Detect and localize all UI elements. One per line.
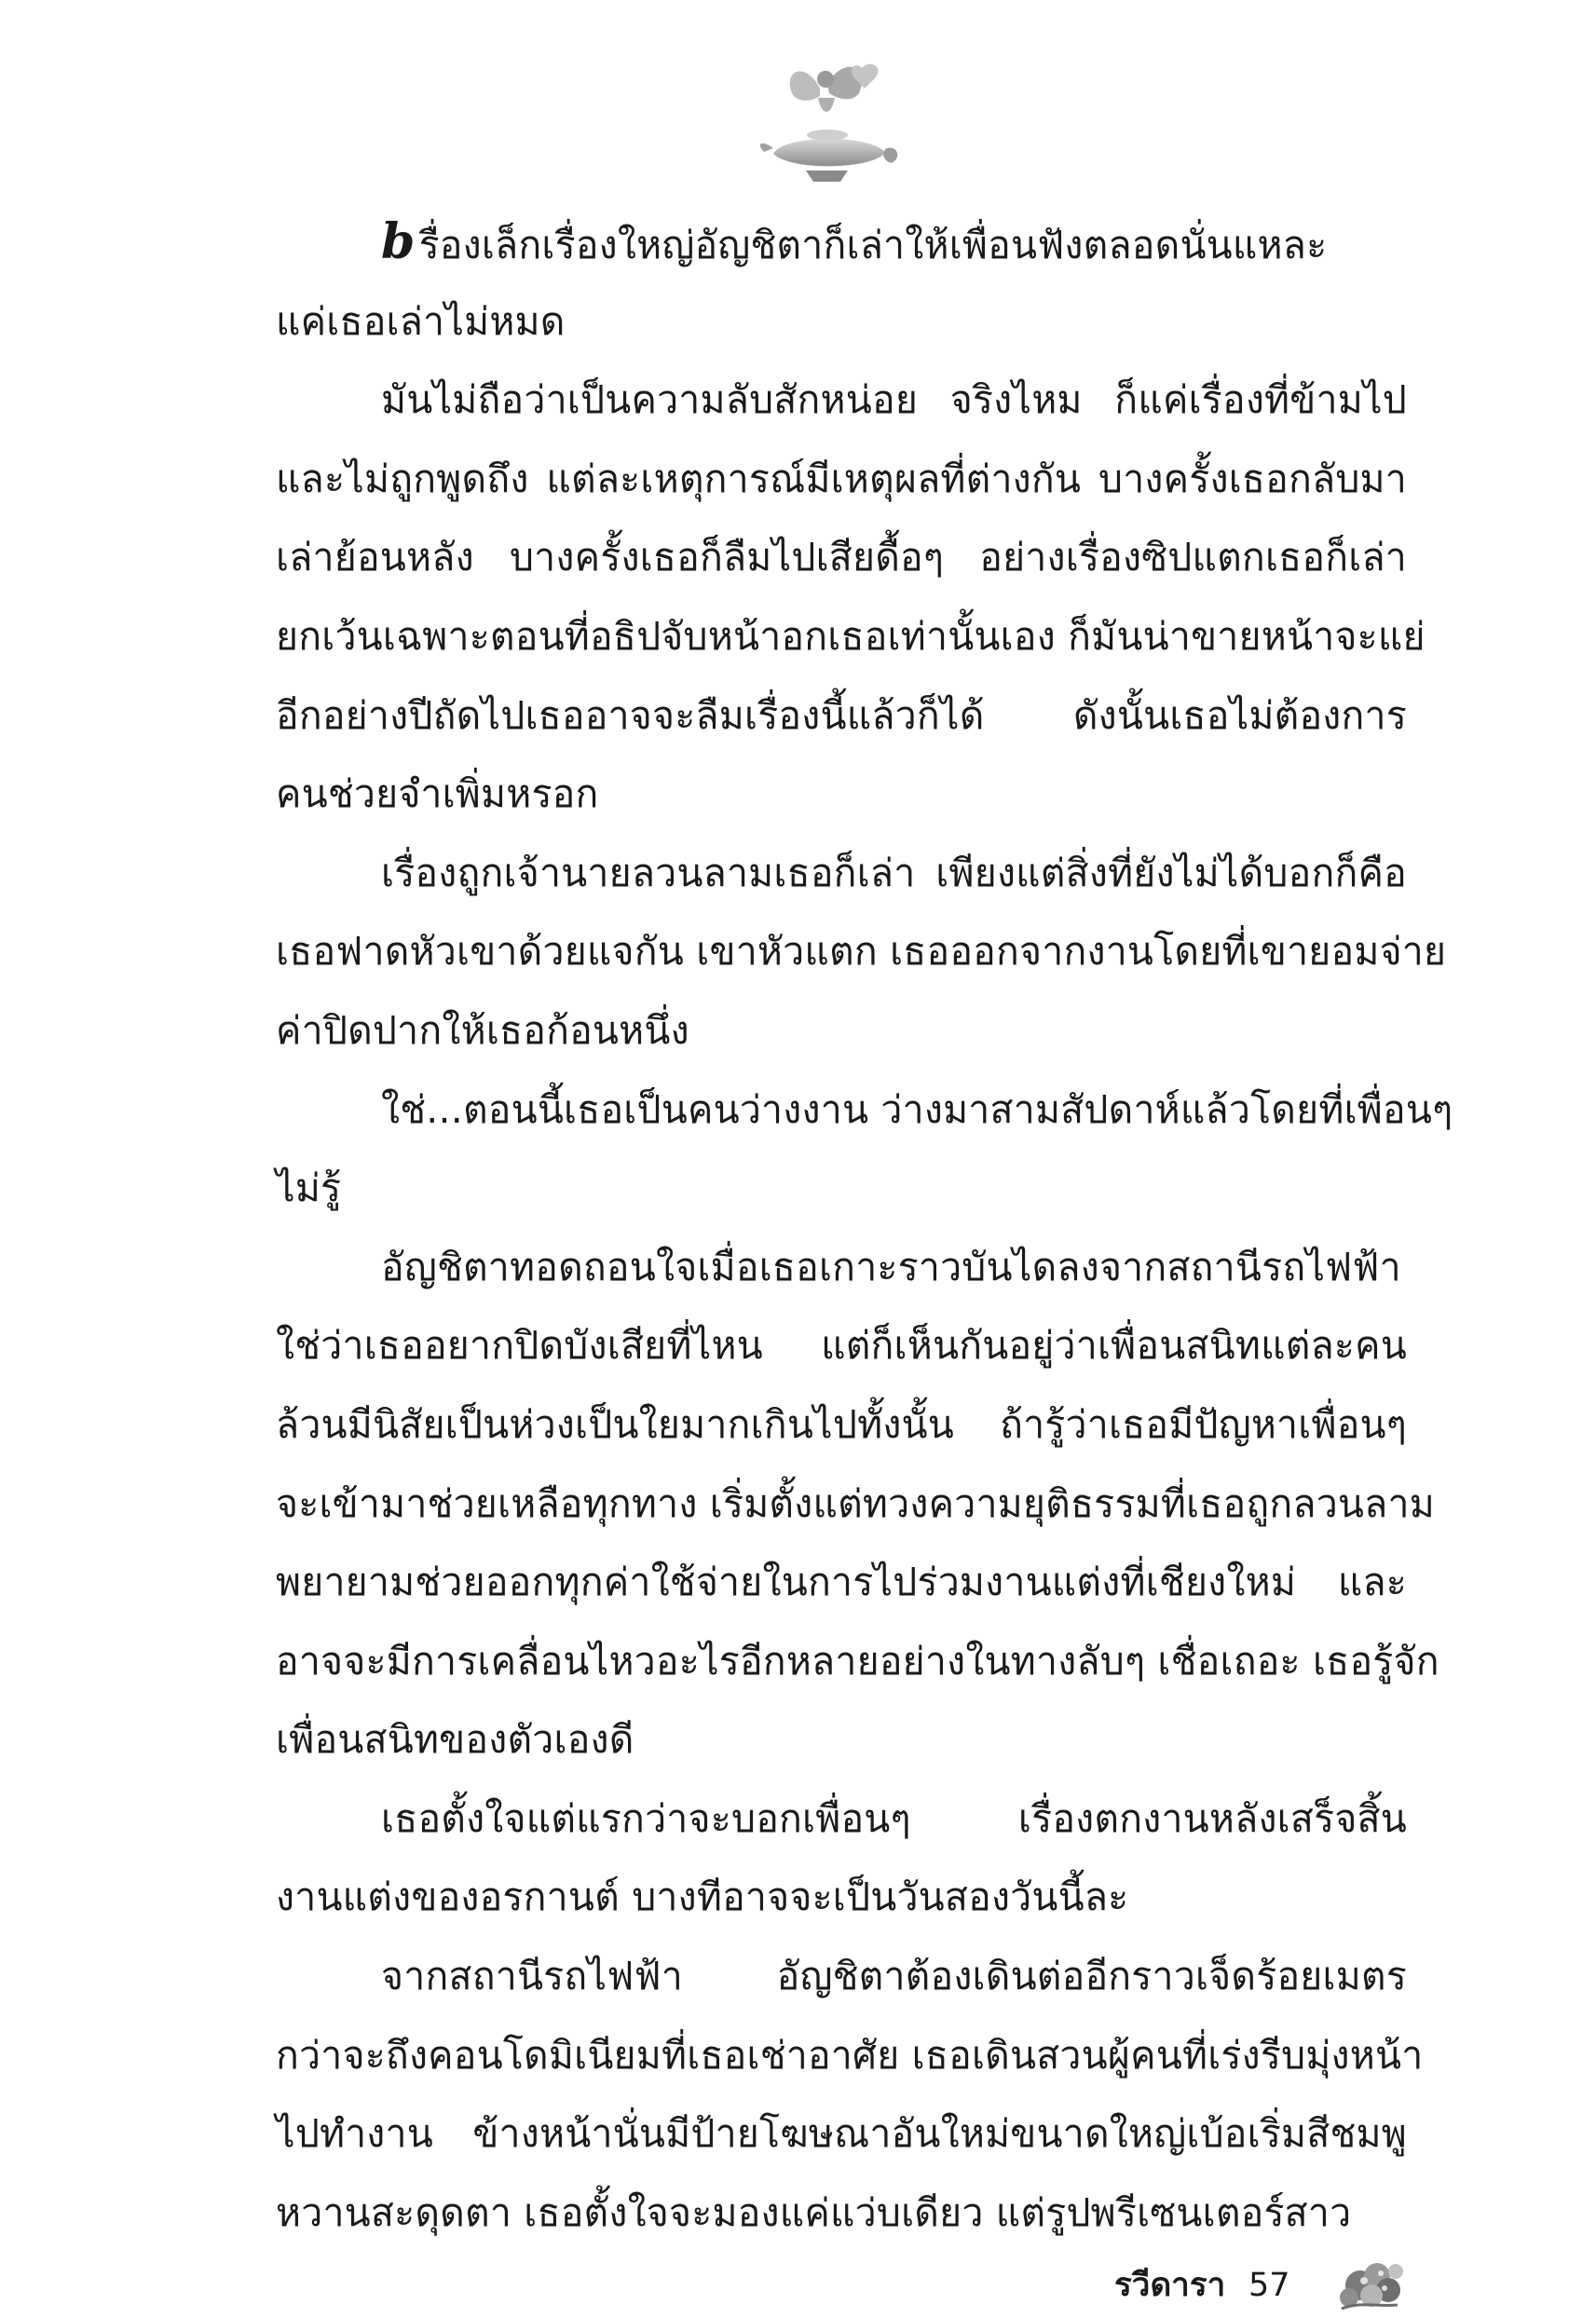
line-text: เล่าย้อนหลัง บางครั้งเธอก็ลืมไปเสียดื้อๆ อย่างเรื่องซิปแตกเธอก็เล่า xyxy=(276,535,1407,580)
line-text: พยายามช่วยออกทุกค่าใช้จ่ายในการไปร่วมงานแต่งที่เชียงใหม่ และ xyxy=(276,1560,1407,1605)
text-line xyxy=(276,203,1407,282)
text-line xyxy=(276,282,1407,361)
text-line xyxy=(276,1465,1435,1544)
flower-bouquet-icon xyxy=(1323,2243,1416,2318)
text-line xyxy=(276,1937,1407,2016)
text-line xyxy=(276,2016,1424,2095)
book-title: รวีดารา xyxy=(1114,2267,1226,2304)
line-text: มันไม่ถือว่าเป็นความลับสักหน่อย จริงไหม ก็แค่เรื่องที่ข้ามไป xyxy=(381,377,1407,423)
text-line xyxy=(276,1306,1407,1385)
line-text: งานแต่งของอรกานต์ บางทีอาจจะเป็นวันสองวันนี้ละ xyxy=(276,1875,1129,1920)
page-number: 57 xyxy=(1248,2267,1290,2304)
line-text: เรื่องถูกเจ้านายลวนลามเธอก็เล่า เพียงแต่สิ่งที่ยังไม่ได้บอกก็คือ xyxy=(381,850,1407,895)
text-line xyxy=(276,991,1407,1070)
text-line xyxy=(276,440,1407,519)
line-text: ค่าปิดปากให้เธอก้อนหนึ่ง xyxy=(276,1007,689,1053)
text-line xyxy=(276,2174,1407,2253)
text-line xyxy=(276,1858,1407,1937)
text-line xyxy=(276,834,1407,913)
line-text: ไม่รู้ xyxy=(276,1166,342,1211)
line-text: จากสถานีรถไฟฟ้า อัญชิตาต้องเดินต่ออีกราวเจ็ดร้อยเมตร xyxy=(381,1954,1407,1999)
line-text: จะเข้ามาช่วยเหลือทุกทาง เริ่มตั้งแต่ทวงความยุติธรรมที่เธอถูกลวนลาม xyxy=(276,1480,1435,1526)
text-line xyxy=(276,518,1407,597)
line-text: ยกเว้นเฉพาะตอนที่อธิปจับหน้าอกเธอเท่านั้นเอง ก็มันน่าขายหน้าจะแย่ xyxy=(276,613,1425,659)
line-text: เพื่อนสนิทของตัวเองดี xyxy=(276,1717,634,1763)
line-text: เธอฟาดหัวเขาด้วยแจกัน เขาหัวแตก เธอออกจากงานโดยที่เขายอมจ่าย xyxy=(276,929,1447,975)
line-text: และไม่ถูกพูดถึง แต่ละเหตุการณ์มีเหตุผลที่ต่างกัน บางครั้งเธอกลับมา xyxy=(276,456,1407,501)
text-line xyxy=(276,1149,1407,1228)
line-text: แค่เธอเล่าไม่หมด xyxy=(276,298,566,344)
text-line xyxy=(276,361,1407,440)
text-line xyxy=(276,676,1407,756)
text-line xyxy=(276,1385,1407,1465)
line-text: กว่าจะถึงคอนโดมิเนียมที่เธอเช่าอาศัย เธอเดินสวนผู้คนที่เร่งรีบมุ่งหน้า xyxy=(276,2032,1424,2078)
line-text: ใช่...ตอนนี้เธอเป็นคนว่างงาน ว่างมาสามสัปดาห์แล้วโดยที่เพื่อนๆ xyxy=(381,1086,1453,1132)
text-line xyxy=(276,1700,1407,1779)
line-text: คนช่วยจำเพิ่มหรอก xyxy=(276,771,599,817)
body-text xyxy=(276,203,1453,2252)
line-text: ใช่ว่าเธออยากปิดบังเสียที่ไหน แต่ก็เห็นกันอยู่ว่าเพื่อนสนิทแต่ละคน xyxy=(276,1323,1407,1369)
text-line xyxy=(276,755,1407,834)
lamp-ornament-icon xyxy=(755,51,904,191)
text-line xyxy=(276,1622,1439,1701)
line-text: เธอตั้งใจแต่แรกว่าจะบอกเพื่อนๆ เรื่องตกงานหลังเสร็จสิ้น xyxy=(381,1795,1407,1841)
text-line xyxy=(276,2094,1407,2174)
line-text: อัญชิตาทอดถอนใจเมื่อเธอเกาะราวบันไดลงจากสถานีรถไฟฟ้า xyxy=(381,1244,1401,1289)
page-footer xyxy=(0,2262,1596,2318)
text-line xyxy=(276,1228,1407,1307)
text-line xyxy=(276,1779,1407,1859)
text-line xyxy=(276,1070,1453,1150)
line-text: หวานสะดุดตา เธอตั้งใจจะมองแค่แว่บเดียว แต่รูปพรีเซนเตอร์สาว xyxy=(276,2189,1352,2235)
drop-cap: b xyxy=(381,213,416,270)
text-line xyxy=(276,912,1447,991)
line-text: ล้วนมีนิสัยเป็นห่วงเป็นใยมากเกินไปทั้งนั้น ถ้ารู้ว่าเธอมีปัญหาเพื่อนๆ xyxy=(276,1401,1407,1447)
line-text: อาจจะมีการเคลื่อนไหวอะไรอีกหลายอย่างในทางลับๆ เชื่อเถอะ เธอรู้จัก xyxy=(276,1638,1439,1684)
line-text: รื่องเล็กเรื่องใหญ่อัญชิตาก็เล่าให้เพื่อนฟังตลอดนั่นแหละ xyxy=(418,223,1328,267)
line-text: ไปทำงาน ข้างหน้านั่นมีป้ายโฆษณาอันใหม่ขนาดใหญ่เบ้อเริ่มสีชมพู xyxy=(276,2111,1407,2157)
text-line xyxy=(276,1543,1407,1622)
text-line xyxy=(276,597,1425,676)
line-text: อีกอย่างปีถัดไปเธออาจจะลืมเรื่องนี้แล้วก็ได้ ดังนั้นเธอไม่ต้องการ xyxy=(276,692,1407,738)
